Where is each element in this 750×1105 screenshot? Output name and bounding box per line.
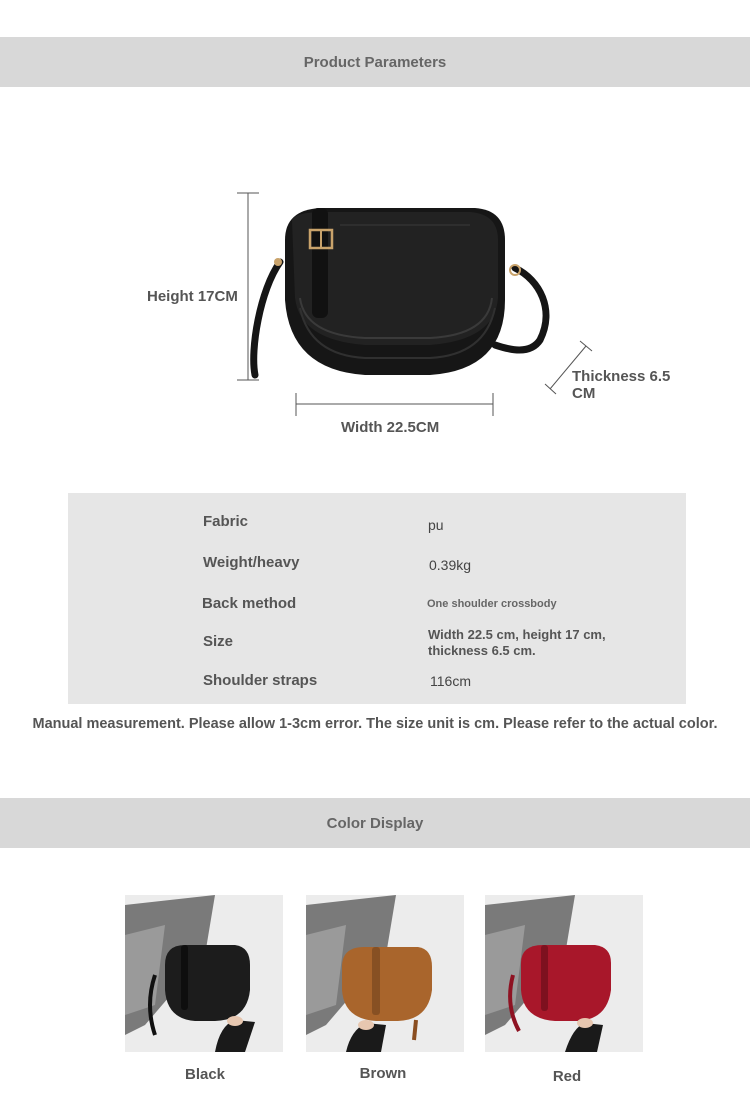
param-value-back-method: One shoulder crossbody (427, 598, 557, 610)
param-value-size (428, 627, 606, 659)
thickness-label-line2: CM (572, 385, 596, 402)
param-label-shoulder-straps: Shoulder straps (203, 672, 318, 689)
color-label-brown: Brown (359, 1065, 407, 1082)
param-label-weight: Weight/heavy (203, 554, 300, 571)
bag-shape (521, 945, 611, 1021)
thickness-label (572, 368, 670, 402)
param-label-size: Size (203, 633, 234, 650)
param-value-weight: 0.39kg (429, 557, 472, 573)
color-label-black: Black (184, 1066, 226, 1083)
param-value-fabric: pu (428, 517, 444, 533)
param-label-fabric: Fabric (203, 513, 249, 530)
param-value-size-line2: thickness 6.5 cm. (428, 643, 536, 658)
section-title: Color Display (326, 814, 424, 832)
thickness-label-line1: Thickness 6.5 (572, 368, 671, 385)
width-label: Width 22.5CM (341, 419, 440, 436)
param-value-size-line1: Width 22.5 cm, height 17 cm, (428, 627, 606, 642)
section-title: Product Parameters (303, 53, 447, 71)
section-header-color-display (0, 798, 750, 848)
param-value-shoulder-straps: 116cm (430, 673, 471, 689)
bag-shape (165, 945, 250, 1021)
parameters-table (68, 493, 686, 704)
color-swatch-brown[interactable] (306, 895, 464, 1052)
color-label-red: Red (552, 1068, 582, 1085)
param-label-back-method: Back method (202, 595, 297, 612)
color-swatch-black[interactable] (125, 895, 283, 1052)
bag-shape (342, 947, 432, 1021)
height-label: Height 17CM (147, 288, 238, 305)
bag-image (230, 180, 570, 420)
measurement-note: Manual measurement. Please allow 1-3cm error. The size unit is cm. Please refer to the actual color. (32, 716, 718, 732)
color-swatch-red[interactable] (485, 895, 643, 1052)
